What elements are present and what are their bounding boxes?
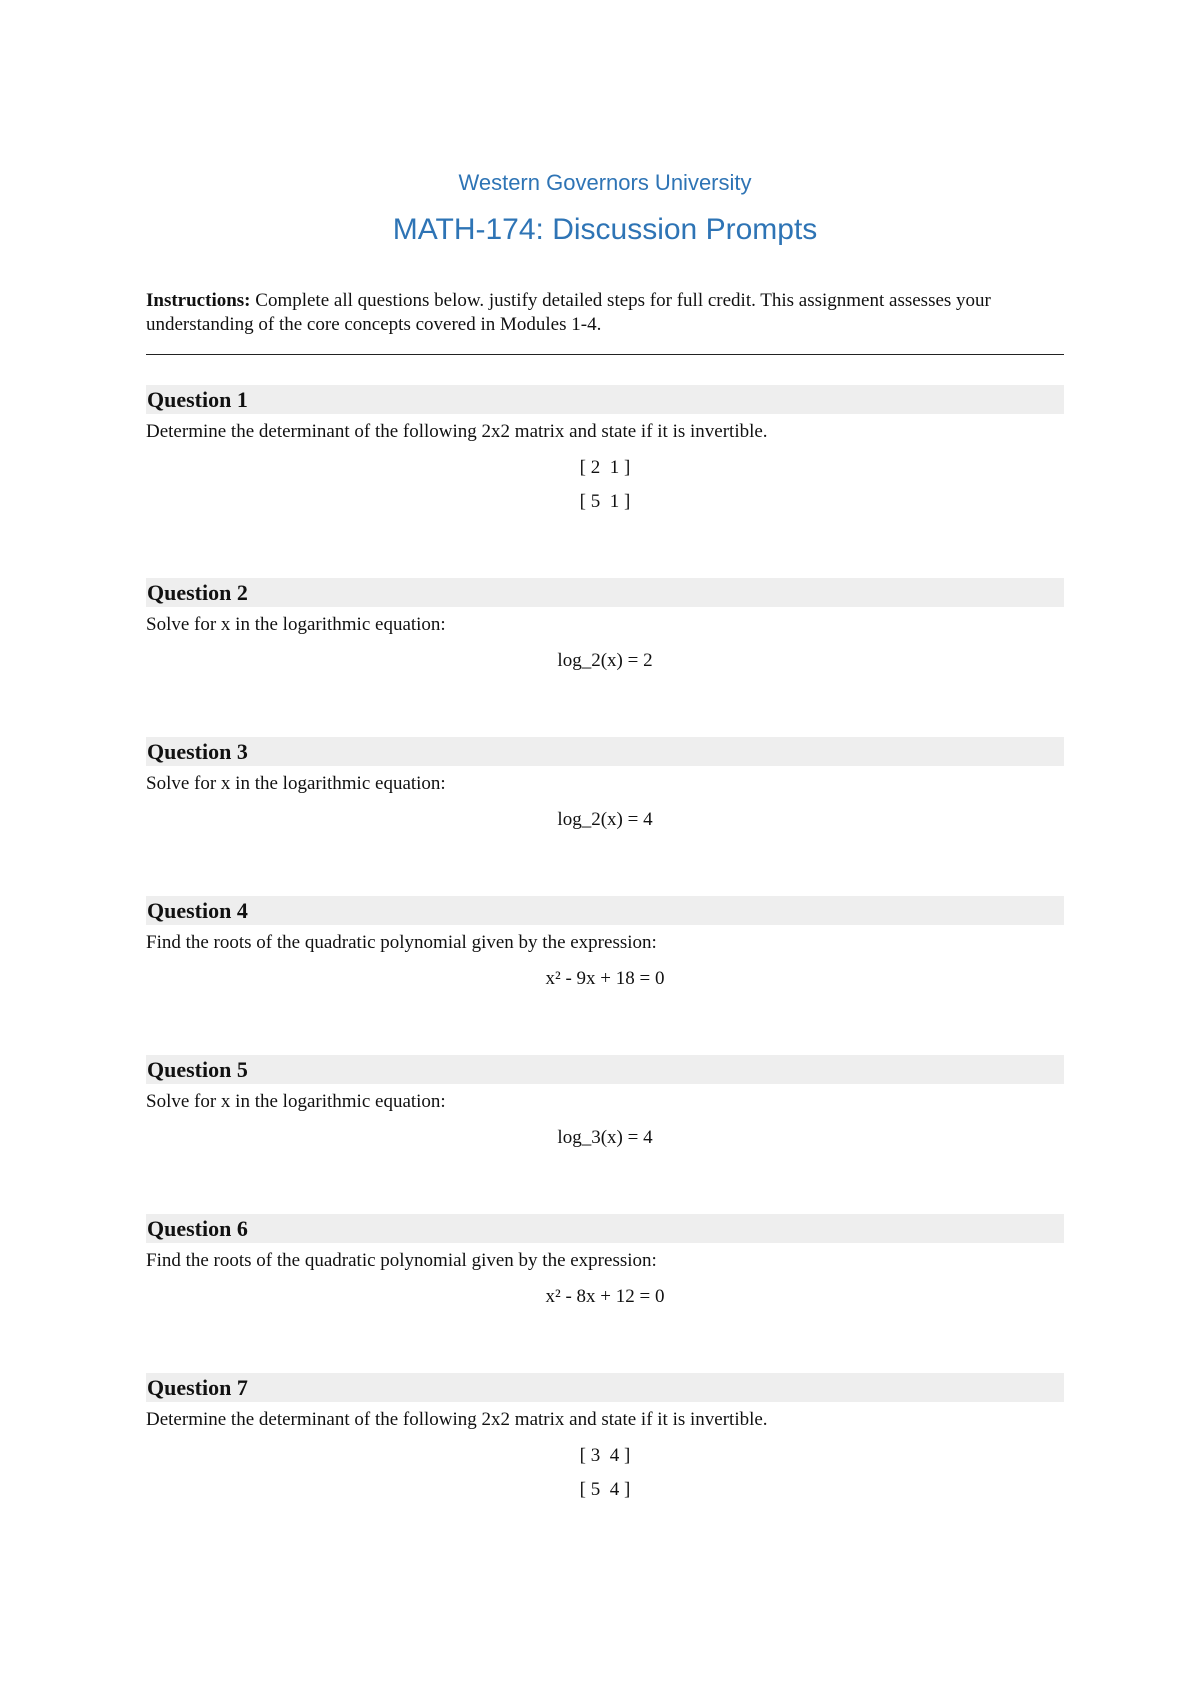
question-heading: Question 3 <box>146 737 1064 766</box>
question-expression: x² - 9x + 18 = 0 <box>545 968 665 989</box>
matrix-row: [ 3 4 ] <box>579 1445 631 1466</box>
question-prompt: Solve for x in the logarithmic equation: <box>146 1091 446 1112</box>
question-7 <box>146 1373 1064 1507</box>
question-heading: Question 2 <box>146 578 1064 607</box>
question-prompt: Determine the determinant of the following 2x2 matrix and state if it is invertible. <box>146 1409 768 1430</box>
question-1 <box>146 385 1064 519</box>
horizontal-divider <box>146 354 1064 355</box>
question-2 <box>146 578 1064 678</box>
instructions <box>146 289 1064 337</box>
question-prompt: Solve for x in the logarithmic equation: <box>146 614 446 635</box>
matrix-row: [ 5 4 ] <box>579 1479 631 1500</box>
question-prompt: Solve for x in the logarithmic equation: <box>146 773 446 794</box>
question-prompt: Find the roots of the quadratic polynomial given by the expression: <box>146 1250 657 1271</box>
university-name: Western Governors University <box>458 170 752 195</box>
question-heading: Question 5 <box>146 1055 1064 1084</box>
question-expression: log_3(x) = 4 <box>557 1127 653 1148</box>
question-heading: Question 1 <box>146 385 1064 414</box>
question-expression: x² - 8x + 12 = 0 <box>545 1286 665 1307</box>
question-heading: Question 4 <box>146 896 1064 925</box>
matrix <box>146 1439 1064 1507</box>
question-4 <box>146 896 1064 996</box>
matrix <box>146 451 1064 519</box>
page-title: MATH-174: Discussion Prompts <box>392 213 818 246</box>
question-prompt: Determine the determinant of the following 2x2 matrix and state if it is invertible. <box>146 421 768 442</box>
question-heading: Question 7 <box>146 1373 1064 1402</box>
question-expression: log_2(x) = 2 <box>557 650 653 671</box>
matrix-row: [ 2 1 ] <box>579 457 631 478</box>
question-heading: Question 6 <box>146 1214 1064 1243</box>
matrix-row: [ 5 1 ] <box>579 491 631 512</box>
instructions-label: Instructions: <box>146 290 251 311</box>
question-5 <box>146 1055 1064 1155</box>
question-prompt: Find the roots of the quadratic polynomial given by the expression: <box>146 932 657 953</box>
question-expression: log_2(x) = 4 <box>557 809 653 830</box>
question-6 <box>146 1214 1064 1314</box>
instructions-text: Complete all questions below. justify detailed steps for full credit. This assignment assesses your understanding of the core concepts covered in Modules 1-4. <box>146 290 991 335</box>
question-3 <box>146 737 1064 837</box>
